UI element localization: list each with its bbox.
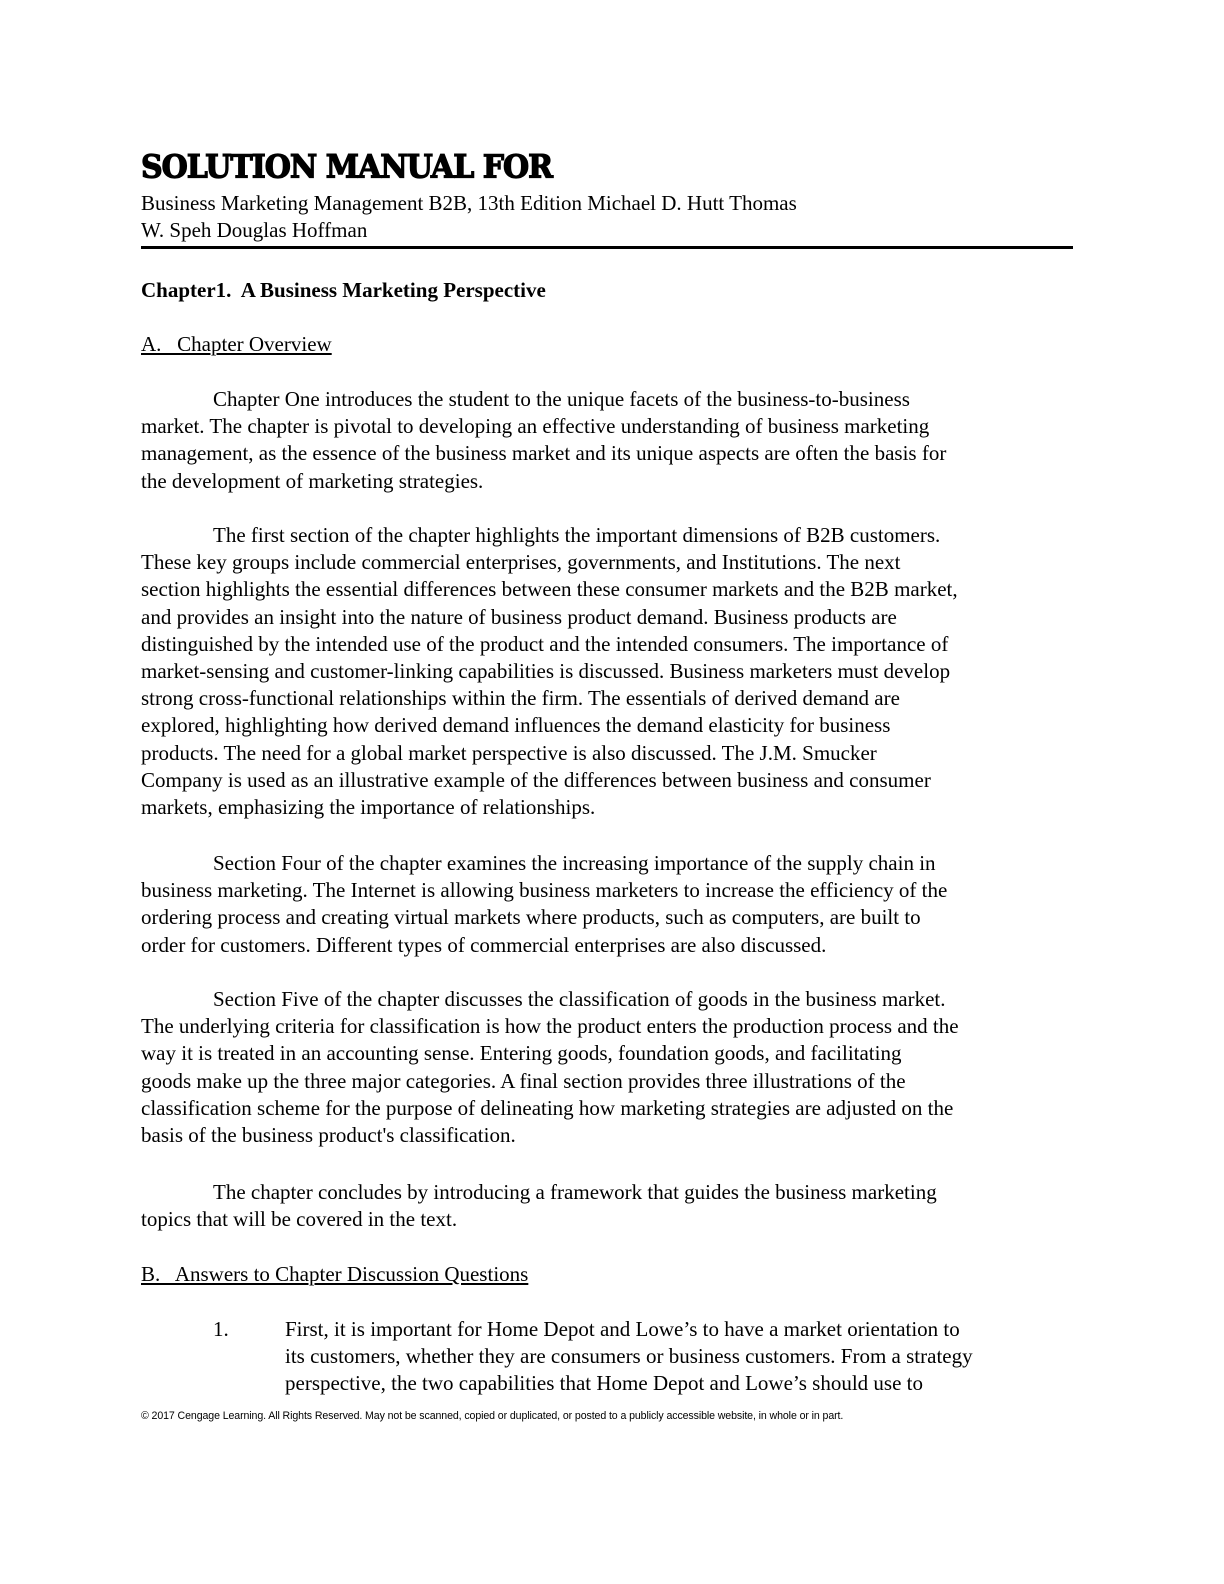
paragraph-line: way it is treated in an accounting sense. Entering goods, foundation goods, and facilitating — [141, 1041, 902, 1066]
paragraph-line: goods make up the three major categories. A final section provides three illustrations of the — [141, 1068, 906, 1093]
document-title: SOLUTION MANUAL FOR — [141, 149, 553, 186]
paragraph-line: markets, emphasizing the importance of relationships. — [141, 795, 596, 820]
paragraph-line: topics that will be covered in the text. — [141, 1207, 458, 1232]
section-a-heading: A. Chapter Overview — [141, 332, 332, 356]
paragraph — [141, 986, 959, 1149]
paragraph-line: strong cross-functional relationships within the firm. The essentials of derived demand are — [141, 686, 900, 711]
paragraph-line: market. The chapter is pivotal to developing an effective understanding of business marketing — [141, 414, 930, 439]
paragraph-line: management, as the essence of the business market and its unique aspects are often the basis for — [141, 441, 947, 466]
paragraph-line: business marketing. The Internet is allowing business marketers to increase the efficiency of the — [141, 878, 948, 903]
paragraph-line: distinguished by the intended use of the product and the intended consumers. The importance of — [141, 631, 949, 656]
paragraph-line: section highlights the essential differences between these consumer markets and the B2B market, — [141, 577, 958, 602]
document-subtitle — [141, 190, 797, 244]
header-divider — [141, 246, 1073, 249]
paragraph-line: The chapter concludes by introducing a framework that guides the business marketing — [213, 1180, 937, 1204]
paragraph-line: Section Five of the chapter discusses the classification of goods in the business market. — [213, 987, 946, 1011]
paragraph-line: and provides an insight into the nature of business product demand. Business products are — [141, 604, 897, 629]
paragraph-line: basis of the business product's classification. — [141, 1123, 516, 1148]
chapter-title: Chapter1. A Business Marketing Perspective — [141, 278, 546, 302]
paragraph-line: Section Four of the chapter examines the increasing importance of the supply chain in — [213, 851, 936, 875]
section-b-heading: B. Answers to Chapter Discussion Questions — [141, 1262, 529, 1286]
paragraph-line: products. The need for a global market perspective is also discussed. The J.M. Smucker — [141, 740, 877, 765]
answer-text — [285, 1316, 973, 1398]
paragraph-line: order for customers. Different types of commercial enterprises are also discussed. — [141, 932, 827, 957]
paragraph-line: These key groups include commercial enterprises, governments, and Institutions. The next — [141, 550, 901, 575]
paragraph-line: Company is used as an illustrative example of the differences between business and consumer — [141, 767, 931, 792]
paragraph-line: ordering process and creating virtual markets where products, such as computers, are built to — [141, 905, 921, 930]
paragraph-line: classification scheme for the purpose of delineating how marketing strategies are adjusted on the — [141, 1095, 954, 1120]
paragraph — [141, 386, 946, 495]
paragraph-line: the development of marketing strategies. — [141, 468, 484, 493]
subtitle-line: W. Speh Douglas Hoffman — [141, 218, 368, 243]
answer-line: First, it is important for Home Depot and Lowe’s to have a market orientation to — [285, 1317, 960, 1341]
answer-line: its customers, whether they are consumers or business customers. From a strategy — [285, 1344, 973, 1369]
paragraph-line: explored, highlighting how derived demand influences the demand elasticity for business — [141, 713, 891, 738]
paragraph — [141, 522, 958, 821]
paragraph-line: The underlying criteria for classification is how the product enters the production process and the — [141, 1014, 959, 1039]
paragraph — [141, 850, 947, 959]
paragraph-line: The first section of the chapter highlights the important dimensions of B2B customers. — [213, 523, 941, 547]
paragraph-line: Chapter One introduces the student to the unique facets of the business-to-business — [213, 387, 910, 411]
subtitle-line: Business Marketing Management B2B, 13th Edition Michael D. Hutt Thomas — [141, 191, 797, 215]
paragraph — [141, 1179, 937, 1233]
copyright-footer: © 2017 Cengage Learning. All Rights Reserved. May not be scanned, copied or duplicated, or posted to a publicly accessible website, in whole or in part. — [141, 1410, 844, 1422]
answer-line: perspective, the two capabilities that Home Depot and Lowe’s should use to — [285, 1371, 924, 1396]
answer-number: 1. — [213, 1317, 229, 1341]
paragraph-line: market-sensing and customer-linking capabilities is discussed. Business marketers must develop — [141, 659, 951, 684]
